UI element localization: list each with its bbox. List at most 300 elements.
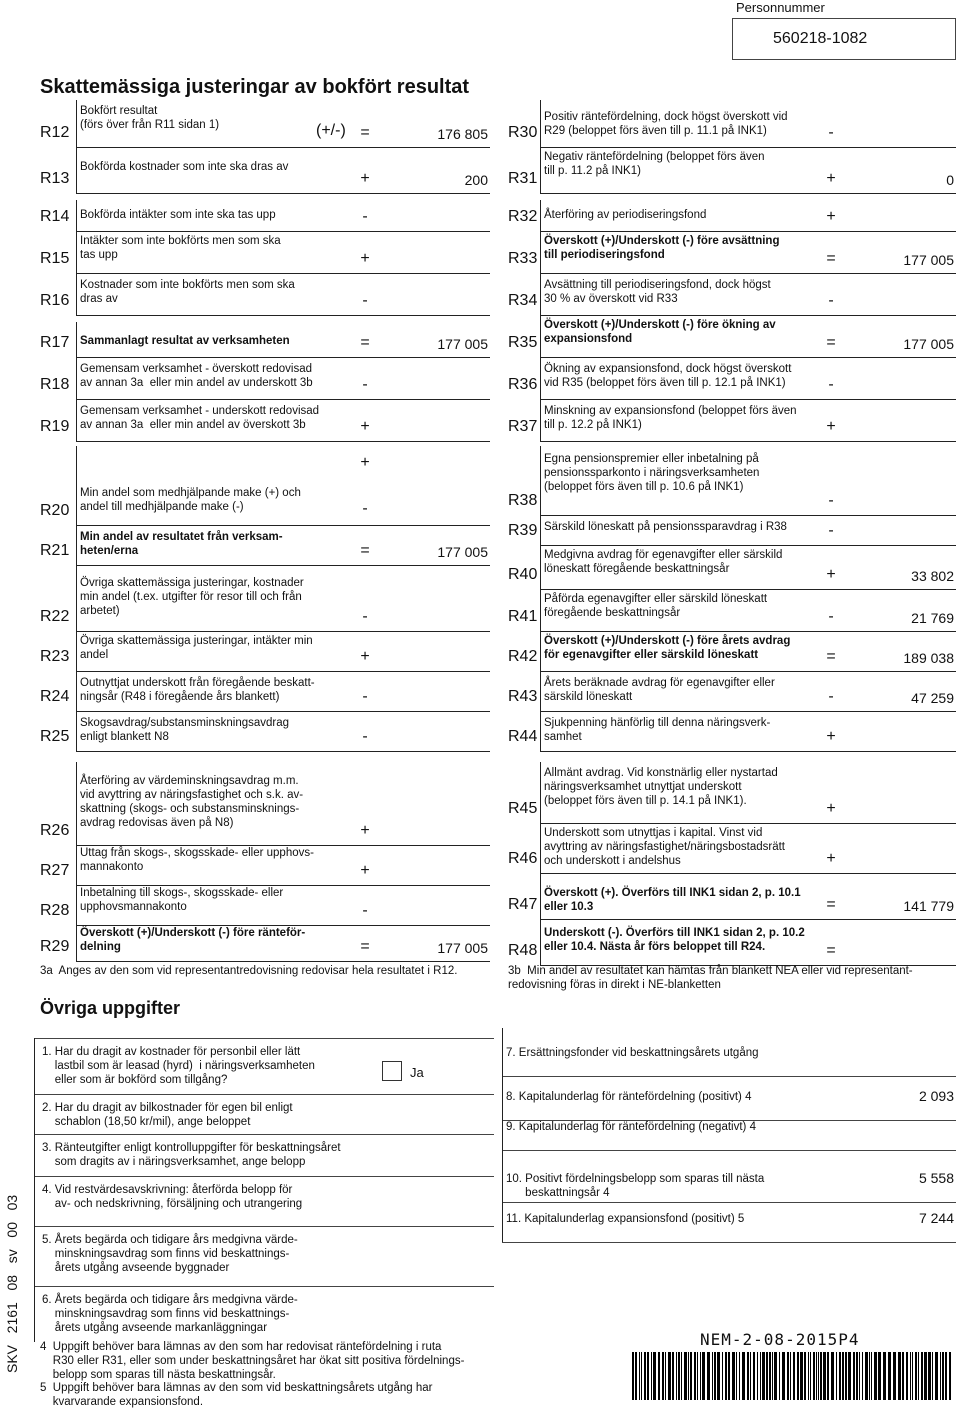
operator: = [360,124,370,141]
barcode-bar [690,1352,692,1400]
form-row-r12 [0,100,490,148]
operator: - [828,376,834,393]
row-id: R22 [40,608,70,625]
form-row-r38 [498,446,958,516]
ja-checkbox[interactable] [382,1061,402,1081]
row-id: R33 [508,250,538,267]
row-divider [540,441,956,442]
column-divider [540,274,541,316]
barcode-bar [831,1352,834,1400]
row-description: Egna pensionspremier eller inbetalning på pensionssparkonto i näringsverksamheten (beloppet förs även till p. 10.6 på INK1) [544,453,760,493]
operator: + [360,170,370,187]
barcode-bar [898,1352,901,1400]
barcode-bar [865,1352,868,1400]
amount-field[interactable] [844,448,954,514]
form-row-r48 [498,920,958,966]
barcode-bar [668,1352,671,1400]
form-row-r19 [0,400,490,442]
amount-field[interactable] [380,528,488,564]
barcode-bar [714,1352,716,1400]
row-id: R19 [40,418,70,435]
operator: = [826,896,836,913]
barcode-bar [736,1352,737,1400]
operator: - [362,608,368,625]
column-divider [76,446,77,526]
barcode-bar [762,1352,765,1400]
ovriga-item-8 [502,1076,956,1121]
amount-field[interactable] [844,548,954,588]
column-divider [76,100,77,148]
form-row-r36 [498,358,958,400]
amount-field[interactable] [380,276,488,314]
footnote-5: 5 Uppgift behöver bara lämnas av den som vid beskattningsårets utgång har kvarvarande expansionsfond. [40,1382,433,1408]
barcode-bar [883,1352,886,1400]
row-id: R15 [40,250,70,267]
barcode-bar [945,1352,947,1400]
barcode-bar [712,1352,713,1400]
ovriga-item-5 [34,1226,494,1283]
barcode-bar [910,1352,911,1400]
ovriga-amount-field[interactable] [802,1122,954,1148]
row-id: R44 [508,728,538,745]
amount-field[interactable] [380,448,488,524]
row-description: Överskott (+)/Underskott (-) före ökning av expansionsfond [544,319,776,345]
row-description: Negativ räntefördelning (beloppet förs även till p. 11.2 på INK1) [544,151,765,177]
row-id: R16 [40,292,70,309]
row-description: Årets beräknade avdrag för egenavgifter eller särskild löneskatt [544,677,775,703]
form-row-r30 [498,100,958,148]
operator: + [826,566,836,583]
barcode-bar [862,1352,863,1400]
column-divider [76,926,77,962]
page-title: Skattemässiga justeringar av bokfört resultat [40,76,470,98]
barcode-bar [651,1352,652,1400]
form-row-r28 [0,886,490,926]
operator: = [360,542,370,559]
right-form-section [498,100,958,970]
barcode-bar [804,1352,806,1400]
column-divider [76,712,77,752]
footnote-3b: 3b Min andel av resultatet kan hämtas från blankett NEA eller vid representant- redovisning föras in direkt i NE-blanketten [508,965,913,991]
barcode-bar [797,1352,799,1400]
operator: - [828,688,834,705]
barcode-bar [906,1352,908,1400]
row-description: Återföring av värdeminskningsavdrag m.m. vid avyttring av näringsfastighet och s.k. av- skattning (skogs- och substansminsknings- avdrag redovisas även på N8) [80,775,304,829]
amount-field[interactable] [844,234,954,272]
barcode-bar [678,1352,680,1400]
row-description: Sjukpenning hänförlig till denna näringsverk- samhet [544,717,771,743]
barcode-bar [750,1352,751,1400]
form-code-text: NEM-2-08-2015P4 [700,1330,860,1349]
amount-field[interactable] [380,568,488,630]
amount-field[interactable] [844,592,954,630]
form-row-r41 [498,590,958,632]
barcode-bar [790,1352,791,1400]
footnote-3a: 3a Anges av den som vid representantredovisning redovisar hela resultatet i R12. [40,965,458,977]
row-id: R37 [508,418,538,435]
ovriga-item-text: 2. Har du dragit av bilkostnader för egen bil enligt schablon (18,50 kr/mil), ange beloppet [42,1102,293,1128]
column-divider [540,100,541,148]
barcode-bar [665,1352,666,1400]
barcode-bar [928,1352,931,1400]
barcode-bar [779,1352,780,1400]
amount-field[interactable] [844,876,954,918]
amount-field[interactable] [380,150,488,192]
operator: + [826,800,836,817]
ovriga-right-section [498,1028,958,1228]
operator: - [362,208,368,225]
amount-field[interactable] [380,714,488,750]
row-description: Återföring av periodiseringsfond [544,209,707,221]
barcode-bar [757,1352,758,1400]
row-id: R47 [508,896,538,913]
operator: - [828,492,834,509]
row-description: Allmänt avdrag. Vid konstnärlig eller nystartad näringsverksamhet utnyttjat underskott (beloppet förs även till p. 14.1 på INK1). [544,767,778,807]
row-id: R18 [40,376,70,393]
amount-field[interactable] [844,674,954,710]
barcode-bar [800,1352,803,1400]
column-divider [76,846,77,886]
form-row-r14 [0,200,490,232]
amount-field[interactable] [380,360,488,398]
row-id: R46 [508,850,538,867]
amount-field[interactable] [380,888,488,924]
column-divider [540,546,541,590]
operator: = [360,334,370,351]
row-description: Medgivna avdrag för egenavgifter eller särskild löneskatt föregående beskattningsår [544,549,783,575]
column-divider [76,358,77,400]
barcode-bar [742,1352,745,1400]
amount-field[interactable] [844,634,954,670]
barcode-bar [717,1352,720,1400]
amount-value: 177 005 [437,544,488,560]
amount-field[interactable] [380,634,488,670]
barcode-bar [725,1352,727,1400]
column-divider [540,762,541,824]
form-row-r39 [498,516,958,546]
row-description: Underskott (-). Överförs till INK1 sidan 2, p. 10.2 eller 10.4. Nästa år förs beloppet till R24. [544,927,805,953]
operator: + [360,250,370,267]
row-id: R24 [40,688,70,705]
ovriga-amount-field[interactable] [802,1152,954,1200]
column-divider [540,632,541,672]
row-description: Bokfört resultat (förs över från R11 sidan 1) [80,105,220,131]
ovriga-amount-value: 5 558 [918,1170,954,1186]
form-row-r44 [498,712,958,752]
barcode-bar [732,1352,735,1400]
ovriga-amount-field[interactable] [384,1291,492,1339]
operator: = [360,938,370,955]
row-id: R27 [40,862,70,879]
column-divider [540,920,541,966]
operator: + [360,418,370,435]
ovriga-item-text: 10. Positivt fördelningsbelopp som sparas till nästa beskattningsår 4 [506,1173,765,1199]
barcode-bar [915,1352,917,1400]
amount-value: 189 038 [903,650,954,666]
amount-field[interactable] [844,318,954,356]
amount-value: 177 005 [437,336,488,352]
amount-field[interactable] [844,102,954,146]
row-description: Underskott som utnyttjas i kapital. Vinst vid avyttring av näringsfastighet/näringsbostadsrätt och underskott i andelshus [544,827,785,867]
row-divider [76,441,490,442]
amount-field[interactable] [844,518,954,544]
form-row-r27 [0,846,490,886]
form-row-r16 [0,274,490,316]
ovriga-amount-field[interactable] [384,1139,492,1173]
barcode-bar [818,1352,819,1400]
left-form-section [0,100,490,970]
amount-field[interactable] [380,402,488,440]
amount-field[interactable] [844,922,954,964]
row-description: Gemensam verksamhet - överskott redovisad av annan 3a eller min andel av underskott 3b [80,363,313,389]
ovriga-item-text: 3. Ränteutgifter enligt kontrolluppgifter för beskattningsåret som dragits av i näringsverksamhet, ange belopp [42,1142,341,1168]
barcode-bar [662,1352,664,1400]
sign-hint: (+/-) [316,122,346,139]
row-divider [76,193,490,194]
barcode-bar [747,1352,749,1400]
barcode-bar [774,1352,777,1400]
barcode-bar [688,1352,689,1400]
ovriga-item-text: 4. Vid restvärdesavskrivning: återförda belopp för av- och nedskrivning, försäljning och utrangering [42,1184,303,1210]
row-id: R30 [508,124,538,141]
form-row-r45 [498,762,958,824]
amount-field[interactable] [844,402,954,440]
operator: - [362,376,368,393]
personnummer-label: Personnummer [736,0,825,15]
amount-field[interactable] [844,764,954,822]
operator: + [360,648,370,665]
amount-field[interactable] [844,360,954,398]
form-row-r33 [498,232,958,274]
amount-field[interactable] [380,928,488,960]
barcode-bar [676,1352,677,1400]
barcode-bar [639,1352,640,1400]
row-description: Avsättning till periodiseringsfond, dock högst 30 % av överskott vid R33 [544,279,771,305]
ovriga-item-4 [34,1176,494,1223]
amount-value: 176 805 [437,126,488,142]
barcode-bar [816,1352,817,1400]
form-row-r32 [498,200,958,232]
row-id: R31 [508,170,538,187]
barcode-bar [702,1352,705,1400]
row-description: Outnyttjat underskott från föregående beskatt- ningsår (R48 i föregående års blankett) [80,677,315,703]
barcode-bar [658,1352,660,1400]
barcode-bar [697,1352,698,1400]
row-description: Överskott (+)/Underskott (-) före avsättning till periodiseringsfond [544,235,780,261]
personnummer-field[interactable] [732,18,956,60]
operator: + [360,454,370,471]
column-divider [76,526,77,566]
operator: - [828,124,834,141]
barcode-bar [635,1352,637,1400]
operator: + [826,170,836,187]
row-description: Bokförda intäkter som inte ska tas upp [80,209,276,221]
amount-field[interactable] [844,826,954,872]
row-id: R13 [40,170,70,187]
column-divider [76,148,77,194]
barcode-bar [935,1352,938,1400]
row-id: R45 [508,800,538,817]
barcode-bar [672,1352,674,1400]
row-divider [540,193,956,194]
amount-value: 0 [946,172,954,188]
ovriga-item-text: 6. Årets begärda och tidigare års medgivna värde- minskningsavdrag som finns vid beskattnings- årets utgång avseende markanläggningar [42,1294,298,1334]
ovriga-item-text: 1. Har du dragit av kostnader för personbil eller lätt lastbil som är leasad (hyrd) i näringsverksamheten eller som är bokförd som tillgång? [42,1046,315,1086]
row-description: Min andel av resultatet från verksam- heten/erna [80,531,283,557]
barcode-bar [772,1352,773,1400]
form-row-r24 [0,672,490,712]
barcode-bar [739,1352,740,1400]
form-row-r40 [498,546,958,590]
row-divider [76,751,490,752]
ovriga-amount-field[interactable] [384,1181,492,1219]
column-divider [76,400,77,442]
ja-checkbox-label: Ja [410,1065,424,1080]
amount-value: 177 005 [903,252,954,268]
barcode-bar [888,1352,891,1400]
ovriga-left-section [0,1028,498,1338]
ovriga-item-10 [502,1150,956,1203]
form-row-r26 [0,762,490,846]
form-row-r35 [498,316,958,358]
barcode-bar [707,1352,710,1400]
barcode-bar [859,1352,860,1400]
amount-field[interactable] [380,234,488,272]
barcode-bar [694,1352,696,1400]
column-divider [540,200,541,232]
operator: = [826,942,836,959]
ovriga-item-11 [502,1202,956,1243]
barcode-bar [912,1352,913,1400]
barcode-bar [839,1352,841,1400]
column-divider [540,516,541,546]
amount-field[interactable] [380,674,488,710]
amount-field[interactable] [844,276,954,314]
form-row-r17 [0,322,490,358]
column-divider [76,322,77,358]
form-row-r37 [498,400,958,442]
barcode-bar [681,1352,682,1400]
row-description: Kostnader som inte bokförts men som ska dras av [80,279,295,305]
form-row-r46 [498,824,958,874]
row-id: R20 [40,502,70,519]
amount-field[interactable] [844,202,954,230]
side-form-code: SKV 2161 08 sv 00 03 [4,1194,20,1373]
ovriga-item-text: 9. Kapitalunderlag för räntefördelning (negativt) 4 [506,1121,756,1133]
form-row-r20 [0,446,490,526]
form-row-r21 [0,526,490,566]
amount-field[interactable] [380,102,488,146]
ovriga-item-7 [502,1028,956,1077]
barcode-bar [728,1352,730,1400]
ovriga-item-text: 11. Kapitalunderlag expansionsfond (positivt) 5 [506,1213,745,1225]
form-row-r22 [0,566,490,632]
barcode-bar [924,1352,927,1400]
amount-field[interactable] [844,714,954,750]
barcode-bar [684,1352,687,1400]
form-row-r13 [0,148,490,194]
operator: - [828,608,834,625]
amount-field[interactable] [380,202,488,230]
ovriga-title: Övriga uppgifter [40,998,181,1018]
barcode-bar [782,1352,785,1400]
amount-field[interactable] [380,324,488,356]
row-id: R12 [40,124,70,141]
column-divider [76,632,77,672]
amount-field[interactable] [844,150,954,192]
column-divider [540,148,541,194]
row-description: Ökning av expansionsfond, dock högst överskott vid R35 (beloppet förs även till p. 12.1 på INK1) [544,363,792,389]
barcode-bar [808,1352,809,1400]
barcode-bar [848,1352,851,1400]
ovriga-item-2 [34,1094,494,1135]
column-divider [540,316,541,358]
row-id: R29 [40,938,70,955]
column-divider [540,590,541,632]
ovriga-amount-field[interactable] [384,1099,492,1131]
column-divider [540,232,541,274]
barcode-bar [793,1352,795,1400]
row-description: Överskott (+)/Underskott (-) före årets avdrag för egenavgifter eller särskild löneskatt [544,635,791,661]
barcode-bar [653,1352,656,1400]
column-divider [540,712,541,752]
ovriga-amount-field[interactable] [802,1030,954,1074]
operator: + [360,822,370,839]
ovriga-item-3 [34,1134,494,1177]
operator: + [826,418,836,435]
operator: - [828,522,834,539]
row-description: Överskott (+)/Underskott (-) före ränteför- delning [80,927,306,953]
form-row-r18 [0,358,490,400]
row-description: Intäkter som inte bokförts men som ska tas upp [80,235,281,261]
barcode-bar [893,1352,896,1400]
form-row-r29 [0,926,490,962]
ovriga-item-text: 5. Årets begärda och tidigare års medgivna värde- minskningsavdrag som finns vid beskattnings- årets utgång avseende byggnader [42,1234,298,1274]
ovriga-amount-value: 2 093 [918,1088,954,1104]
barcode-bar [632,1352,634,1400]
amount-field[interactable] [380,848,488,884]
ovriga-amount-field[interactable] [384,1231,492,1279]
ovriga-amount-field[interactable] [802,1078,954,1118]
barcode-bar [949,1352,951,1400]
operator: - [828,292,834,309]
barcode-bar [769,1352,771,1400]
operator: - [362,728,368,745]
barcode-bar [902,1352,904,1400]
barcode-bar [878,1352,881,1400]
row-id: R36 [508,376,538,393]
barcode-bar [827,1352,829,1400]
operator: = [826,250,836,267]
column-divider [76,886,77,926]
row-id: R14 [40,208,70,225]
amount-field[interactable] [380,764,488,844]
row-id: R38 [508,492,538,509]
row-id: R28 [40,902,70,919]
row-id: R25 [40,728,70,745]
row-id: R26 [40,822,70,839]
barcode-bar [644,1352,646,1400]
row-divider [540,751,956,752]
column-divider [540,446,541,516]
row-id: R48 [508,942,538,959]
column-divider [540,400,541,442]
row-description: Sammanlagt resultat av verksamheten [80,335,290,347]
ovriga-amount-field[interactable] [802,1204,954,1240]
form-row-r34 [498,274,958,316]
column-divider [76,762,77,846]
amount-value: 21 769 [911,610,954,626]
